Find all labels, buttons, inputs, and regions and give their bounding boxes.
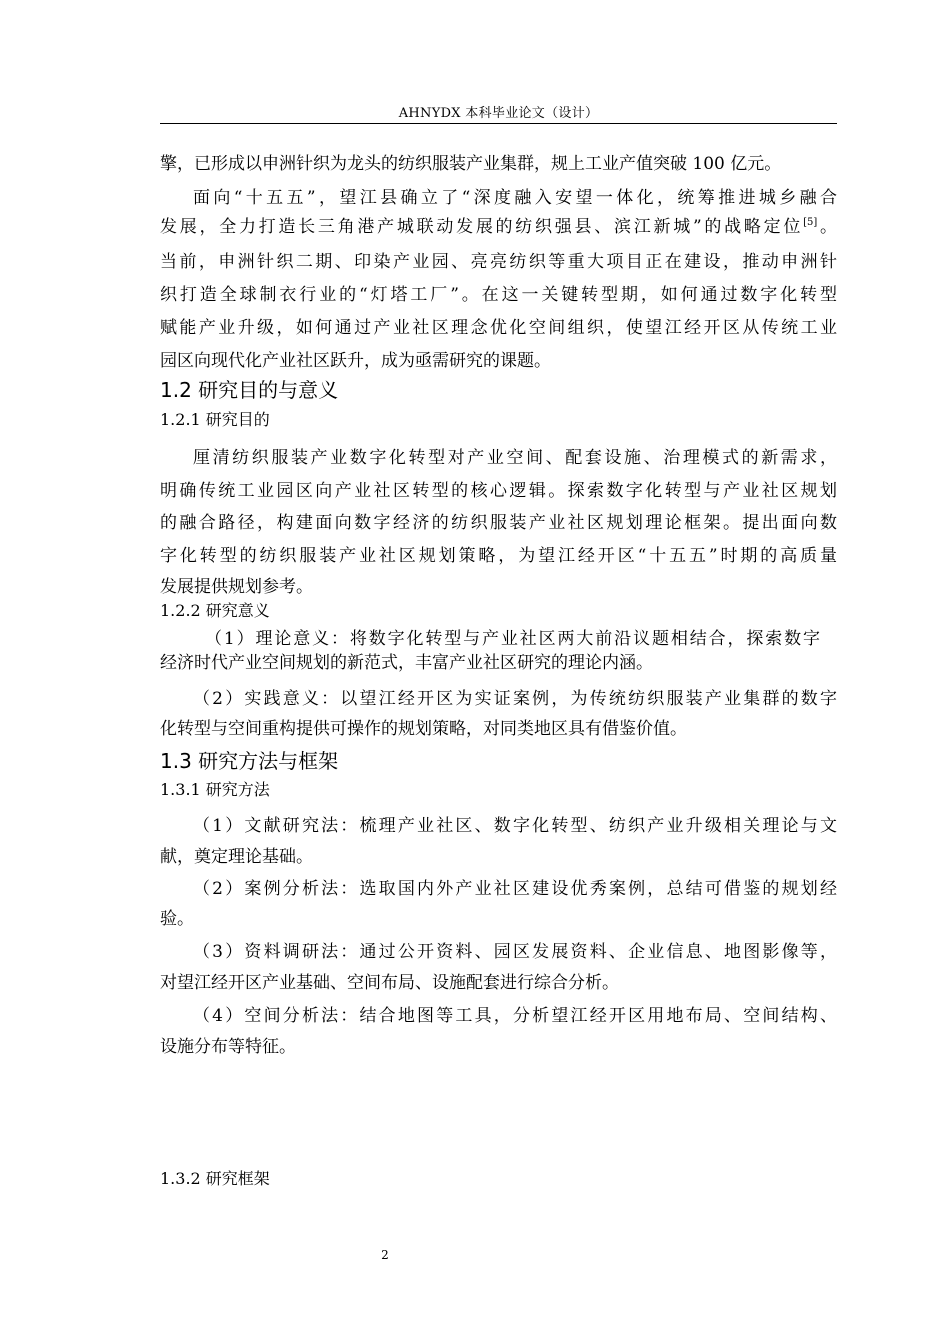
text-segment: 发展，全力打造长三角港产城联动发展的纺织强县、滨江新城”的战略定位 [160, 217, 804, 237]
paragraph-line: 经济时代产业空间规划的新范式，丰富产业社区研究的理论内涵。 [160, 653, 653, 673]
subsection-heading: 1.3.1 研究方法 [160, 780, 270, 799]
paragraph-line: 厘清纺织服装产业数字化转型对产业空间、配套设施、治理模式的新需求， [193, 448, 837, 468]
paragraph-line: 化转型与空间重构提供可操作的规划策略，对同类地区具有借鉴价值。 [160, 719, 687, 739]
paragraph-line: （4）空间分析法：结合地图等工具，分析望江经开区用地布局、空间结构、 [193, 1006, 837, 1026]
paragraph-line: 发展提供规划参考。 [160, 577, 313, 597]
paragraph-line: 当前，申洲针织二期、印染产业园、亮亮纺织等重大项目正在建设，推动申洲针 [160, 252, 837, 272]
section-heading: 1.3 研究方法与框架 [160, 749, 339, 773]
paragraph-line: 字化转型的纺织服装产业社区规划策略，为望江经开区“十五五”时期的高质量 [160, 546, 837, 566]
paragraph-line: 赋能产业升级，如何通过产业社区理念优化空间组织，使望江经开区从传统工业 [160, 318, 837, 338]
subsection-heading: 1.3.2 研究框架 [160, 1169, 270, 1188]
citation-ref: [5] [803, 217, 818, 228]
paragraph-line: （3）资料调研法：通过公开资料、园区发展资料、企业信息、地图影像等， [193, 942, 837, 962]
paragraph-line: 织打造全球制衣行业的“灯塔工厂”。在这一关键转型期，如何通过数字化转型 [160, 285, 837, 305]
paragraph-line: （2）实践意义：以望江经开区为实证案例，为传统纺织服装产业集群的数字 [193, 689, 837, 709]
running-header: AHNYDX 本科毕业论文（设计） [398, 106, 599, 121]
paragraph-line: （1）理论意义：将数字化转型与产业社区两大前沿议题相结合，探索数字 [205, 629, 820, 649]
paragraph-line: 对望江经开区产业基础、空间布局、设施配套进行综合分析。 [160, 973, 619, 993]
subsection-heading: 1.2.1 研究目的 [160, 410, 270, 429]
paragraph-line: （2）案例分析法：选取国内外产业社区建设优秀案例，总结可借鉴的规划经 [193, 879, 837, 899]
paragraph-line: 园区向现代化产业社区跃升，成为亟需研究的课题。 [160, 351, 551, 371]
page-number: 2 [381, 1248, 389, 1262]
paragraph-line: 设施分布等特征。 [160, 1037, 296, 1057]
paragraph-line: （1）文献研究法：梳理产业社区、数字化转型、纺织产业升级相关理论与文 [193, 816, 837, 836]
text-segment: 。 [817, 217, 837, 237]
subsection-heading: 1.2.2 研究意义 [160, 601, 270, 620]
paragraph-line [160, 215, 837, 239]
paragraph-line: 验。 [160, 909, 194, 929]
section-heading: 1.2 研究目的与意义 [160, 378, 339, 402]
paragraph-line: 献，奠定理论基础。 [160, 847, 313, 867]
paragraph-line: 的融合路径，构建面向数字经济的纺织服装产业社区规划理论框架。提出面向数 [160, 513, 837, 533]
header-rule [160, 123, 837, 124]
paragraph-line: 面向“十五五”，望江县确立了“深度融入安望一体化，统筹推进城乡融合 [193, 188, 837, 208]
paragraph-line: 擎，已形成以申洲针织为龙头的纺织服装产业集群，规上工业产值突破 100 亿元。 [160, 154, 782, 174]
paragraph-line: 明确传统工业园区向产业社区转型的核心逻辑。探索数字化转型与产业社区规划 [160, 481, 837, 501]
